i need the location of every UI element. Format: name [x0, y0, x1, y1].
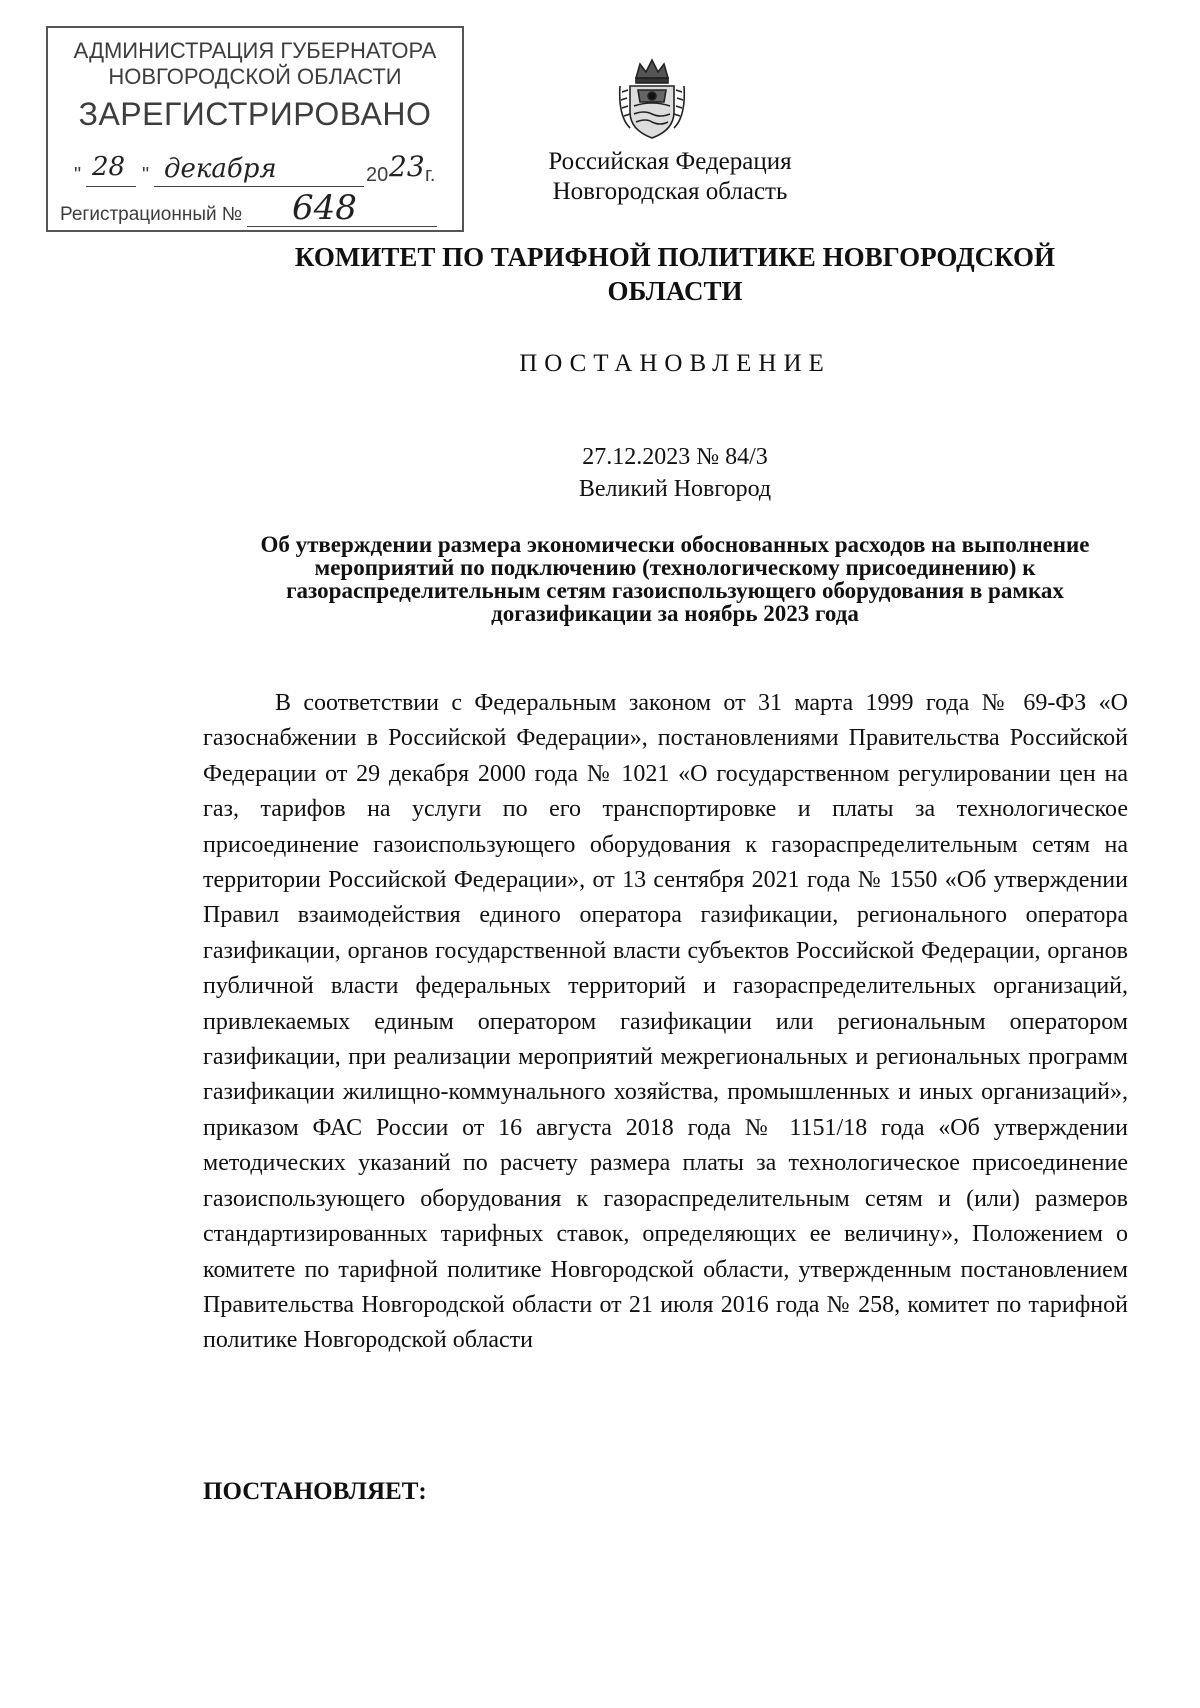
document-subject: Об утверждении размера экономически обоснованных расходов на выполнение мероприятий по подключению (технологическому присоединению) к газораспределительным сетям газоиспользующего оборудования в рамках догазификации за ноябрь 2023 года — [260, 532, 1090, 626]
resolves-heading: ПОСТАНОВЛЯЕТ: — [203, 1478, 427, 1505]
header-country: Российская Федерация — [548, 148, 792, 175]
stamp-month: декабря — [164, 154, 277, 184]
stamp-reg-number-value: 648 — [292, 188, 357, 228]
document-number: 27.12.2023 № 84/3 — [582, 444, 768, 470]
novgorod-coat-of-arms-icon — [616, 56, 688, 142]
stamp-quote-close: " — [142, 164, 150, 186]
committee-title — [200, 240, 1150, 308]
stamp-day: 28 — [92, 152, 126, 182]
stamp-year: 23 — [389, 150, 425, 183]
stamp-day-underline — [86, 186, 136, 187]
stamp-month-underline — [154, 186, 364, 187]
document-type: ПОСТАНОВЛЕНИЕ — [519, 350, 831, 377]
stamp-reg-label: Регистрационный № — [60, 204, 243, 225]
document-body: В соответствии с Федеральным законом от 31 марта 1999 года № 69-ФЗ «О газоснабжении в Российской Федерации», постановлениями Правительства Российской Федерации от 29 декабря 2000 года № 1021 «О государственном регулировании цен на газ, тарифов на услуги по его транспортировке и платы за технологическое присоединение газоиспользующего оборудования к газораспределительным сетям на территории Российской Федерации», от 13 сентября 2021 года № 1550 «Об утверждении Правил взаимодействия единого оператора газификации, регионального оператора газификации, органов государственной власти субъектов Российской Федерации, органов публичной власти федеральных территорий и газораспределительных организаций, привлекаемых единым оператором газификации или региональным оператором газификации, при реализации мероприятий межрегиональных и региональных программ газификации жилищно-коммунального хозяйства, промышленных и иных организаций», приказом ФАС России от 16 августа 2018 года № 1151/18 года «Об утверждении методических указаний по расчету размера платы за технологическое присоединение газоиспользующего оборудования к газораспределительным сетям и (или) размеров стандартизированных тарифных ставок, определяющих ее величину», Положением о комитете по тарифной политике Новгородской области, утвержденным постановлением Правительства Новгородской области от 21 июля 2016 года № 258, комитет по тарифной политике Новгородской области — [203, 690, 1128, 1354]
committee-line1: КОМИТЕТ ПО ТАРИФНОЙ ПОЛИТИКЕ НОВГОРОДСКОЙ — [294, 242, 1056, 272]
stamp-quote-open: " — [74, 164, 82, 186]
committee-line2: ОБЛАСТИ — [607, 276, 743, 306]
header-region: Новгородская область — [552, 178, 788, 205]
stamp-registered: ЗАРЕГИСТРИРОВАНО — [78, 96, 432, 132]
stamp-year-suffix: г. — [425, 164, 436, 186]
stamp-year-prefix: 20 — [366, 164, 389, 186]
stamp-reg-number — [60, 188, 357, 228]
document-city: Великий Новгород — [578, 476, 772, 502]
registration-stamp — [46, 26, 464, 232]
stamp-org-line2: НОВГОРОДСКОЙ ОБЛАСТИ — [108, 64, 402, 89]
stamp-date — [74, 152, 454, 192]
stamp-org-line1: АДМИНИСТРАЦИЯ ГУБЕРНАТОРА — [73, 38, 437, 63]
